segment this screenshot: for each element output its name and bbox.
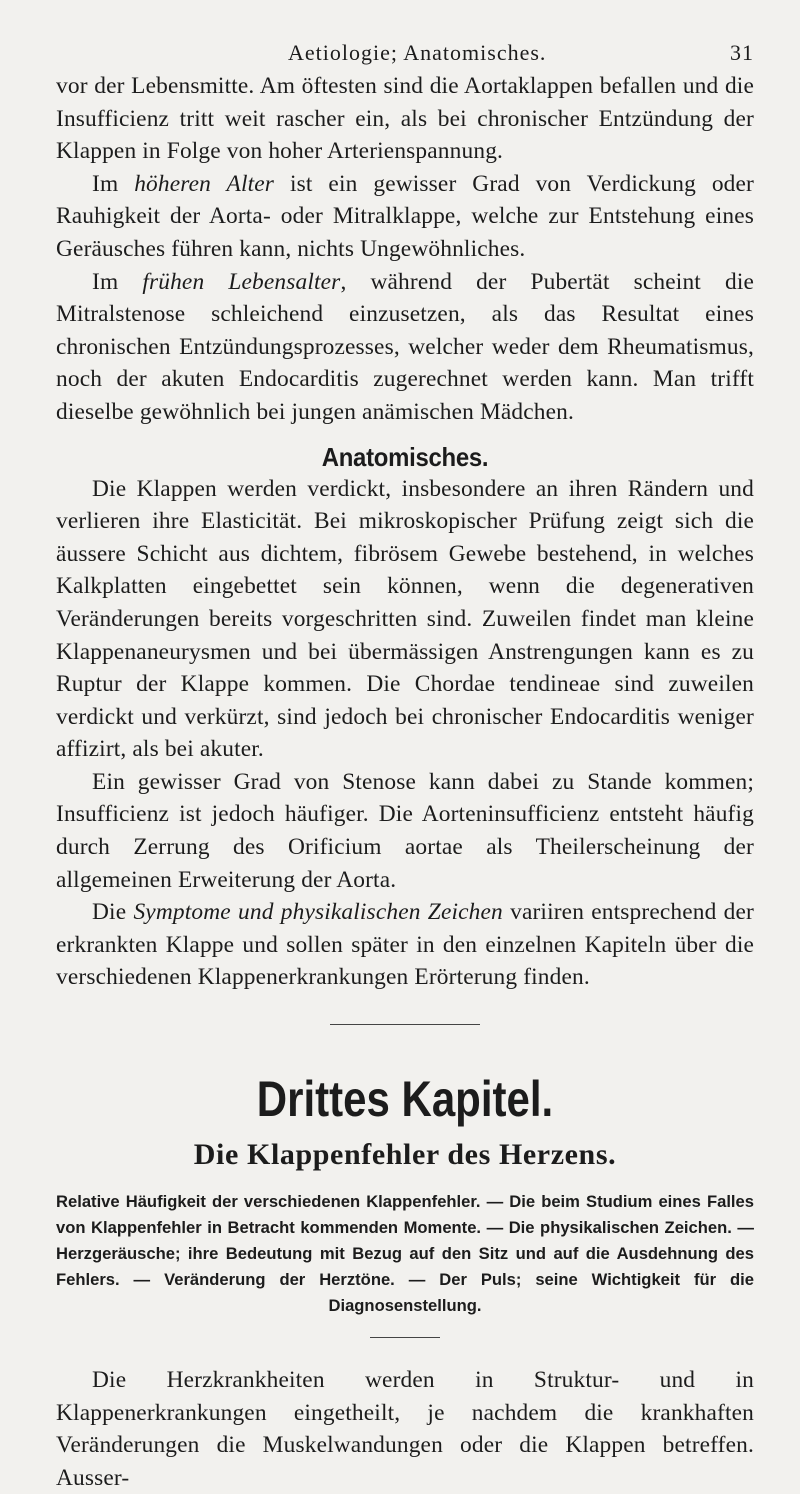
paragraph-text-post: ist ein gewisser Grad von Verdickung oder Rauhigkeit der Aorta- oder Mitralklappe, welche zur Entstehung eines Geräusches führen kann, nichts Ungewöhnliches. [56, 170, 754, 262]
paragraph-continuation: vor der Lebensmitte. Am öftesten sind die Aortaklappen befallen und die Insufficienz tritt weit rascher ein, als bei chronischer Entzündung der Klappen in Folge von hoher Arterienspannung. [56, 73, 754, 165]
paragraph-text-pre: Im [92, 170, 135, 197]
chapter-title: Drittes Kapitel. [256, 1071, 554, 1128]
paragraph-text-pre: Im [92, 268, 143, 295]
paragraph-herzkrankheiten: Die Herzkrankheiten werden in Struktur- und in Klappenerkrankungen eingetheilt, je nachdem die krankhaften Veränderungen die Muskelwandungen oder die Klappen betreffen. Ausser- [56, 1367, 754, 1491]
emphasis-hoeheres-alter: höheren Alter [134, 170, 275, 197]
paragraph-hoeheres-alter [56, 168, 754, 266]
chapter-summary: Relative Häufigkeit der verschiedenen Klappenfehler. — Die beim Studium eines Falles von Klappenfehler in Betracht kommenden Momente. — Die physikalischen Zeichen. — Herzgeräusche; ihre Bedeutung mit Bezug auf den Sitz und auf die Ausdehnung des Fehlers. — Veränderung der Herztöne. — Der Puls; seine Wichtigkeit für die Diagnosenstellung. [56, 1192, 754, 1316]
paragraph-text-post: , während der Pubertät scheint die Mitralstenose schleichend einzusetzen, als das Resultat eines chronischen Entzündungsprozesses, welcher weder dem Rheumatismus, noch der akuten Endocarditis zugerechnet werden kann. Man trifft dieselbe gewöhnlich bei jungen anämischen Mädchen. [56, 268, 755, 425]
emphasis-fruehes-lebensalter: frühen Lebensalter [142, 268, 341, 295]
paragraph-fruehes-lebensalter [56, 266, 754, 429]
paragraph-symptome [56, 896, 754, 994]
running-head-title: Aetiologie; Anatomisches. [288, 40, 547, 65]
page-number: 31 [730, 40, 754, 65]
paragraph-klappen: Die Klappen werden verdickt, insbesondere an ihren Rändern und verlieren ihre Elasticität. Bei mikroskopischer Prüfung zeigt sich die äussere Schicht aus dichtem, fibrösem Gewebe bestehend, in welches Kalkplatten eingebettet sein können, wenn die degenerativen Veränderungen bereits vorgeschritten sind. Zuweilen findet man kleine Klappenaneurysmen und bei übermässigen Anstrengungen kann es zu Ruptur der Klappe kommen. Die Chordae tendineae sind zuweilen verdickt und verkürzt, sind jedoch bei chronischer Endocarditis weniger affizirt, als bei akuter. [56, 475, 754, 763]
chapter-subtitle: Die Klappenfehler des Herzens. [193, 1138, 617, 1172]
running-head [56, 36, 754, 70]
paragraph-text-post: variiren entsprechend der erkrankten Klappe und sollen später in den einzelnen Kapiteln über die verschiedenen Klappenerkrankungen Erörterung finden. [56, 899, 754, 991]
divider-rule-short [370, 1337, 440, 1338]
paragraph-text-pre: Die [92, 899, 134, 926]
paragraph-stenose: Ein gewisser Grad von Stenose kann dabei zu Stande kommen; Insufficienz ist jedoch häufiger. Die Aorteninsufficienz entsteht häufig durch Zerrung des Orificium aortae als Theilerscheinung der allgemeinen Erweiterung der Aorta. [56, 768, 754, 893]
emphasis-symptome: Symptome und physikalischen Zeichen [133, 899, 503, 926]
divider-rule [330, 1024, 480, 1025]
section-heading: Anatomisches. [321, 441, 489, 472]
